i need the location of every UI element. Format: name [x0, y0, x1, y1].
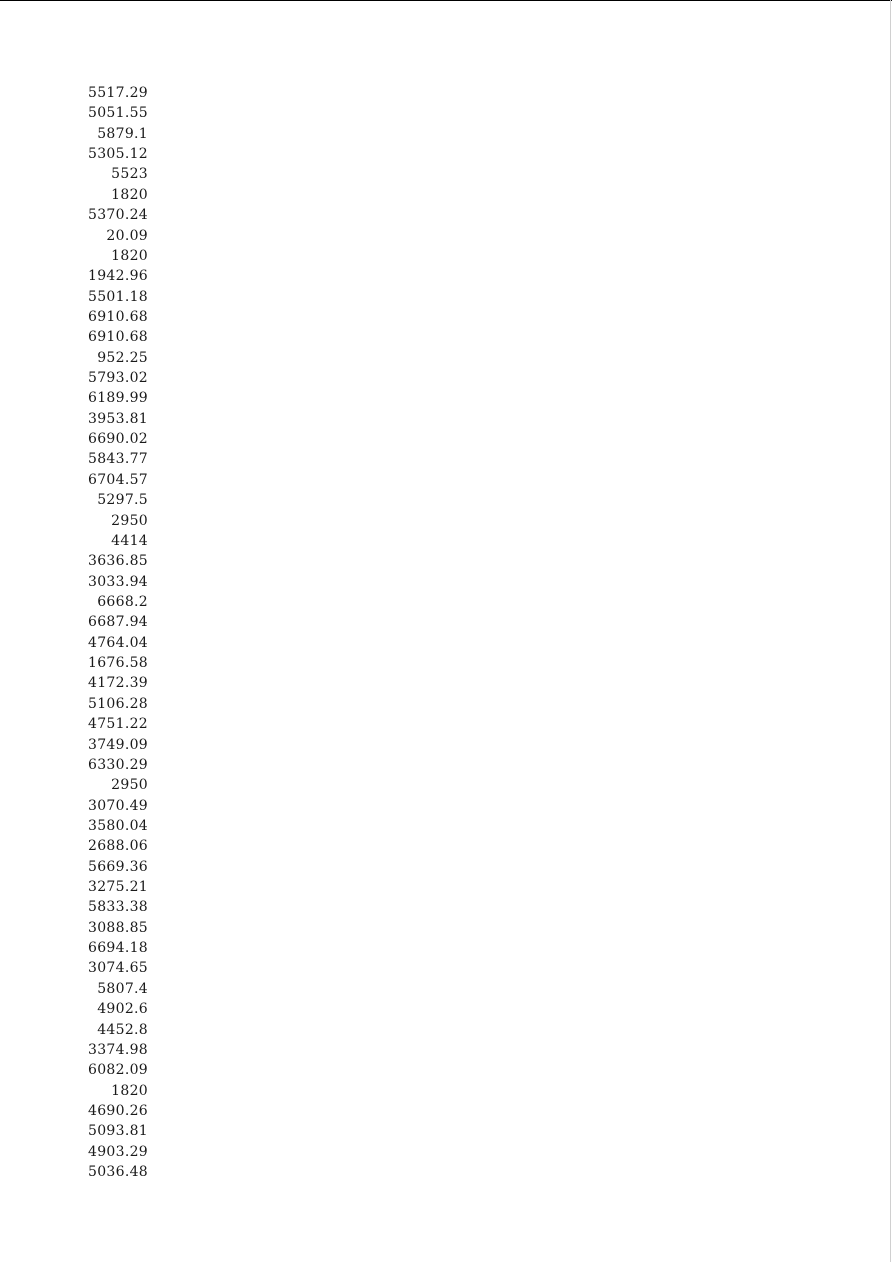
value-cell: 6082.09: [88, 1062, 148, 1079]
value-cell: 4414: [111, 532, 148, 549]
value-cell: 5843.77: [88, 451, 148, 468]
value-cell: 3580.04: [88, 817, 148, 834]
page-top-border: [0, 0, 892, 1]
value-cell: 3074.65: [88, 960, 148, 977]
value-cell: 5523: [111, 166, 148, 183]
value-cell: 4764.04: [88, 634, 148, 651]
value-cell: 1820: [111, 186, 148, 203]
value-cell: 4902.6: [97, 1001, 148, 1018]
value-cell: 3636.85: [88, 553, 148, 570]
value-cell: 6189.99: [88, 390, 148, 407]
value-cell: 1820: [111, 247, 148, 264]
value-cell: 4751.22: [88, 716, 148, 733]
value-cell: 5517.29: [88, 85, 148, 101]
value-cell: 6910.68: [88, 308, 148, 325]
value-cell: 5807.4: [97, 980, 148, 997]
value-cell: 5297.5: [97, 492, 148, 509]
value-cell: 5305.12: [88, 146, 148, 163]
value-cell: 6687.94: [88, 614, 148, 631]
value-cell: 6910.68: [88, 329, 148, 346]
value-cell: 6694.18: [88, 940, 148, 957]
value-column: [60, 83, 148, 1182]
value-cell: 3749.09: [88, 736, 148, 753]
value-cell: 3033.94: [88, 573, 148, 590]
value-cell: 2688.06: [88, 838, 148, 855]
value-cell: 4690.26: [88, 1102, 148, 1119]
value-cell: 5093.81: [88, 1123, 148, 1140]
value-cell: 5833.38: [88, 899, 148, 916]
value-cell: 5793.02: [88, 370, 148, 387]
value-cell: 6330.29: [88, 756, 148, 773]
value-cell: 3953.81: [88, 410, 148, 427]
value-cell: 5036.48: [88, 1164, 148, 1181]
value-cell: 1942.96: [88, 268, 148, 285]
value-cell: 5669.36: [88, 858, 148, 875]
value-cell: 20.09: [106, 227, 148, 244]
value-cell: 5370.24: [88, 207, 148, 224]
value-cell: 6704.57: [88, 471, 148, 488]
value-cell: 3374.98: [88, 1041, 148, 1058]
value-cell: 5106.28: [88, 695, 148, 712]
value-cell: 3275.21: [88, 879, 148, 896]
value-cell: 5879.1: [97, 125, 148, 142]
value-cell: 6668.2: [97, 593, 148, 610]
value-cell: 2950: [111, 777, 148, 794]
value-cell: 3070.49: [88, 797, 148, 814]
value-cell: 4903.29: [88, 1143, 148, 1160]
page-right-border: [890, 0, 891, 1262]
value-cell: 6690.02: [88, 431, 148, 448]
value-cell: 4452.8: [97, 1021, 148, 1038]
value-cell: 952.25: [97, 349, 148, 366]
value-cell: 1676.58: [88, 655, 148, 672]
value-cell: 5501.18: [88, 288, 148, 305]
value-cell: 3088.85: [88, 919, 148, 936]
value-cell: 4172.39: [88, 675, 148, 692]
value-cell: 5051.55: [88, 105, 148, 122]
value-cell: 2950: [111, 512, 148, 529]
value-cell: 1820: [111, 1082, 148, 1099]
